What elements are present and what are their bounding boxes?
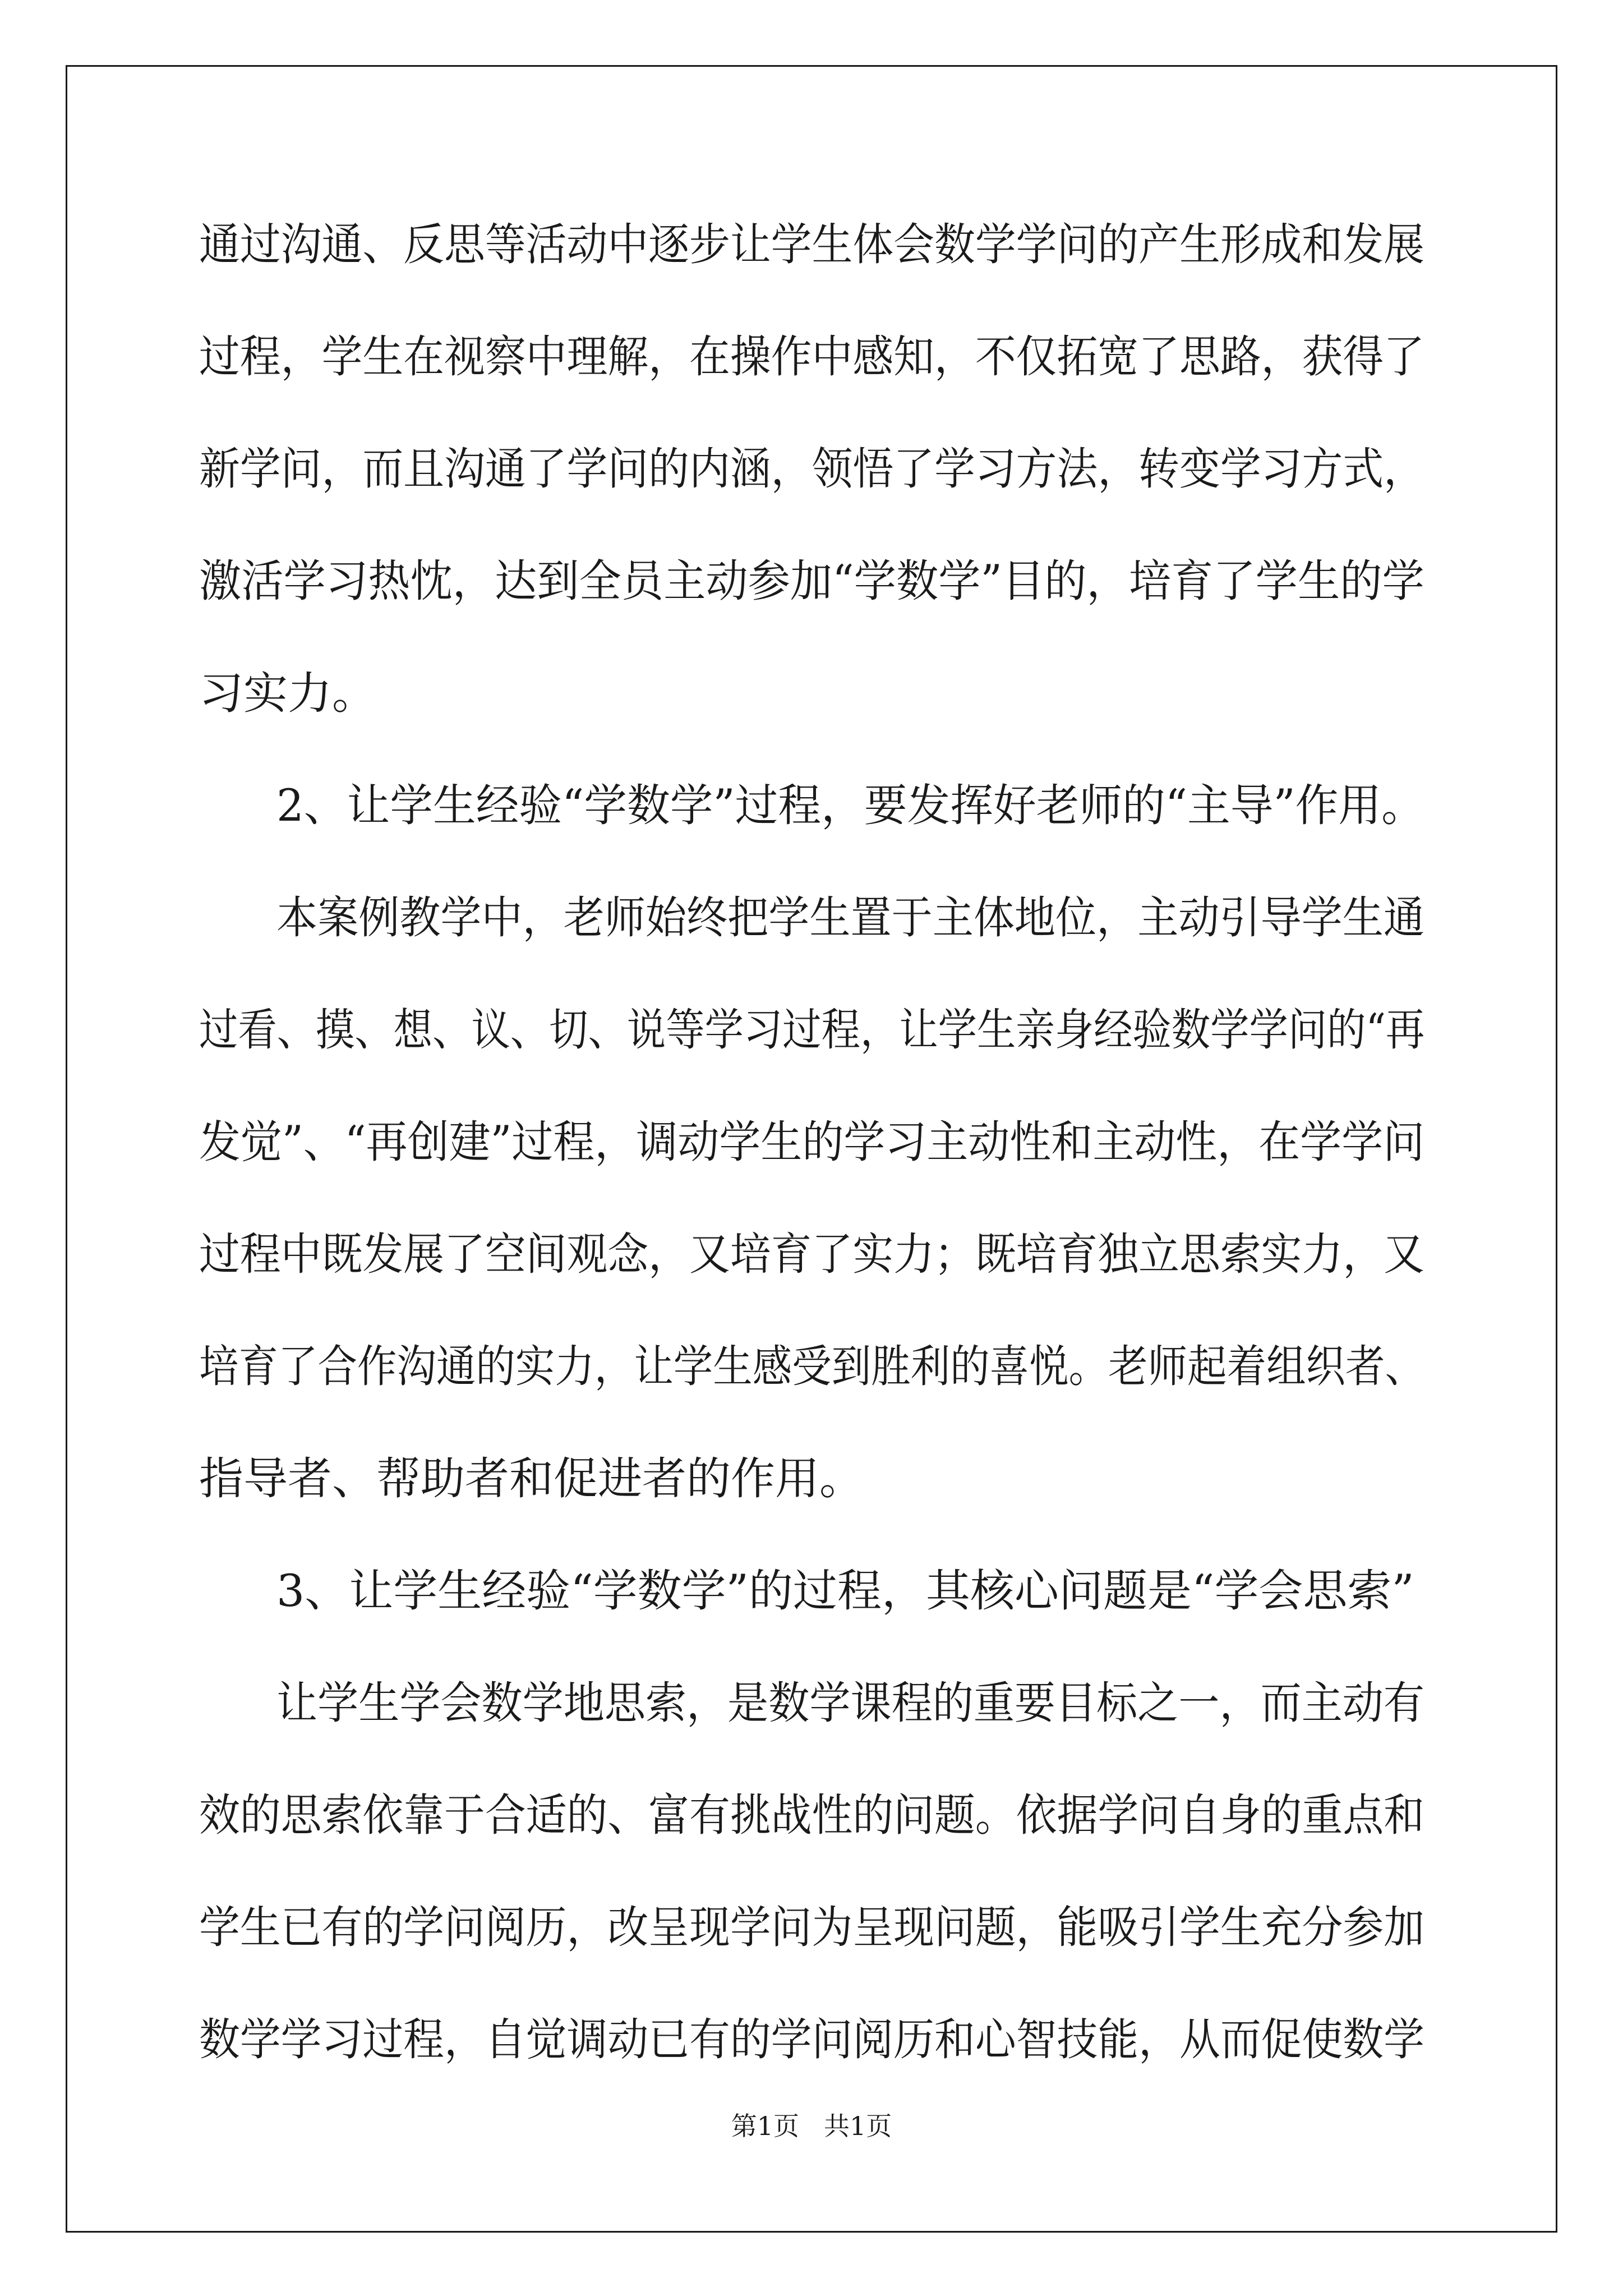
text-line: 新学问，而且沟通了学问的内涵，领悟了学习方法，转变学习方式， <box>199 443 1424 495</box>
text-line: 效的思索依靠于合适的、富有挑战性的问题。依据学问自身的重点和 <box>199 1789 1424 1841</box>
text-line: 指导者、帮助者和促进者的作用。 <box>199 1453 864 1504</box>
text-line: 习实力。 <box>199 668 376 719</box>
text-line: 激活学习热忱，达到全员主动参加“学数学”目的，培育了学生的学 <box>199 555 1424 607</box>
text-line: 过程，学生在视察中理解，在操作中感知，不仅拓宽了思路，获得了 <box>199 331 1424 383</box>
page-number: 第1页 <box>731 2111 800 2141</box>
section-heading: 3、让学生经验“学数学”的过程，其核心问题是“学会思索” <box>276 1565 1414 1617</box>
page-total: 共1页 <box>823 2111 892 2141</box>
section-heading: 2、让学生经验“学数学”过程，要发挥好老师的“主导”作用。 <box>276 780 1424 831</box>
text-line: 培育了合作沟通的实力，让学生感受到胜利的喜悦。老师起着组织者、 <box>199 1341 1424 1392</box>
text-line: 让学生学会数学地思索，是数学课程的重要目标之一，而主动有 <box>276 1677 1424 1729</box>
text-line: 数学学习过程，自觉调动已有的学问阅历和心智技能，从而促使数学 <box>199 2014 1424 2065</box>
text-line: 发觉”、“再创建”过程，调动学生的学习主动性和主动性，在学学问 <box>199 1116 1425 1168</box>
text-line: 学生已有的学问阅历，改呈现学问为呈现问题，能吸引学生充分参加 <box>199 1902 1424 1953</box>
page-footer <box>0 2109 1623 2143</box>
text-line: 通过沟通、反思等活动中逐步让学生体会数学学问的产生形成和发展 <box>199 219 1424 270</box>
text-line: 过看、摸、想、议、切、说等学习过程，让学生亲身经验数学学问的“再 <box>199 1004 1425 1056</box>
text-line: 本案例教学中，老师始终把学生置于主体地位，主动引导学生通 <box>276 892 1424 944</box>
text-line: 过程中既发展了空间观念，又培育了实力；既培育独立思索实力，又 <box>199 1228 1424 1280</box>
